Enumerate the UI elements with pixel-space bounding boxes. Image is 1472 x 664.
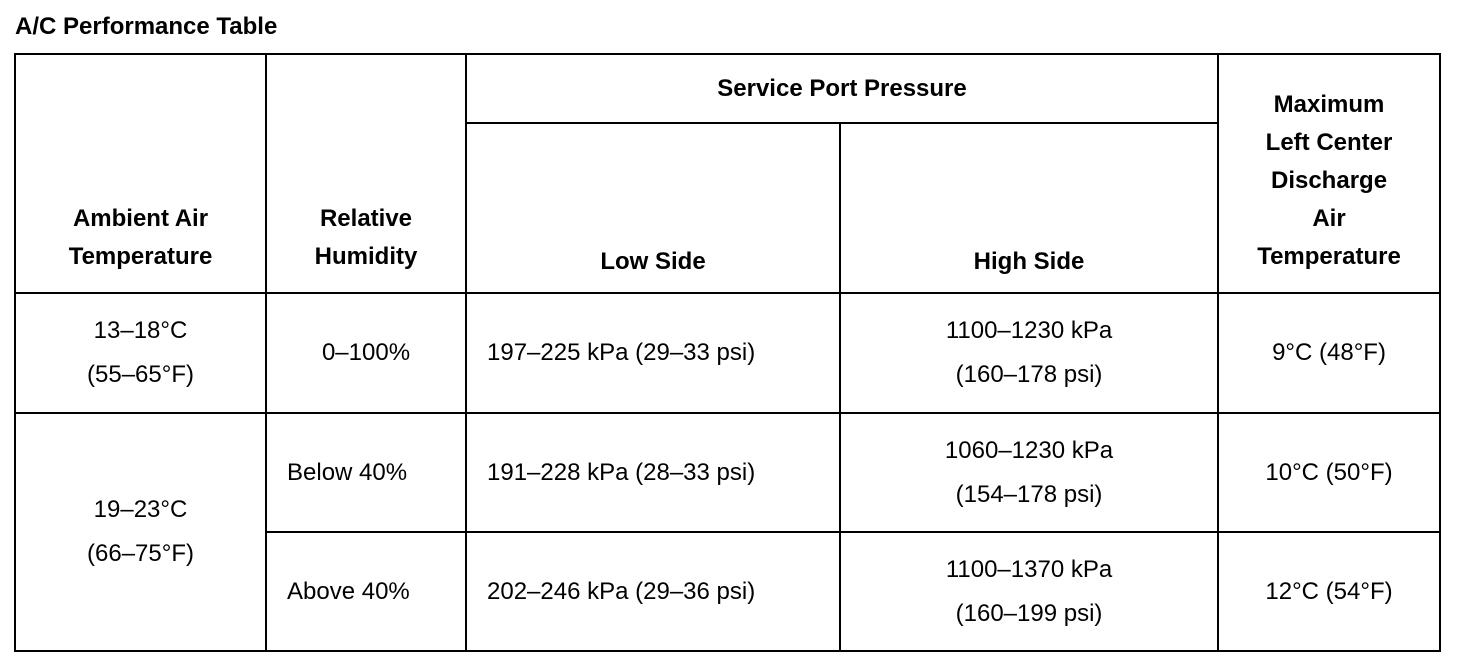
header-max-discharge-air-temperature: Maximum Left Center Discharge Air Temperature bbox=[1218, 54, 1440, 293]
ac-performance-table bbox=[14, 53, 1441, 652]
cell-high-side: 1100–1230 kPa (160–178 psi) bbox=[840, 293, 1218, 413]
header-relative-humidity: Relative Humidity bbox=[266, 54, 466, 293]
header-high-side: High Side bbox=[840, 123, 1218, 293]
cell-ambient-temperature: 13–18°C (55–65°F) bbox=[15, 293, 266, 413]
cell-max-discharge-temp: 12°C (54°F) bbox=[1218, 532, 1440, 651]
cell-high-side: 1060–1230 kPa (154–178 psi) bbox=[840, 413, 1218, 532]
cell-high-side: 1100–1370 kPa (160–199 psi) bbox=[840, 532, 1218, 651]
cell-relative-humidity: Below 40% bbox=[266, 413, 466, 532]
cell-low-side: 197–225 kPa (29–33 psi) bbox=[466, 293, 840, 413]
table-row bbox=[15, 413, 1440, 532]
table-title: A/C Performance Table bbox=[15, 13, 278, 40]
cell-relative-humidity: 0–100% bbox=[266, 293, 466, 413]
cell-relative-humidity: Above 40% bbox=[266, 532, 466, 651]
cell-low-side: 202–246 kPa (29–36 psi) bbox=[466, 532, 840, 651]
cell-ambient-temperature: 19–23°C (66–75°F) bbox=[15, 413, 266, 651]
table-row bbox=[15, 293, 1440, 413]
header-row bbox=[15, 54, 1440, 123]
cell-max-discharge-temp: 9°C (48°F) bbox=[1218, 293, 1440, 413]
header-ambient-air-temperature: Ambient Air Temperature bbox=[15, 54, 266, 293]
cell-max-discharge-temp: 10°C (50°F) bbox=[1218, 413, 1440, 532]
header-low-side: Low Side bbox=[466, 123, 840, 293]
header-service-port-pressure: Service Port Pressure bbox=[466, 54, 1218, 123]
cell-low-side: 191–228 kPa (28–33 psi) bbox=[466, 413, 840, 532]
